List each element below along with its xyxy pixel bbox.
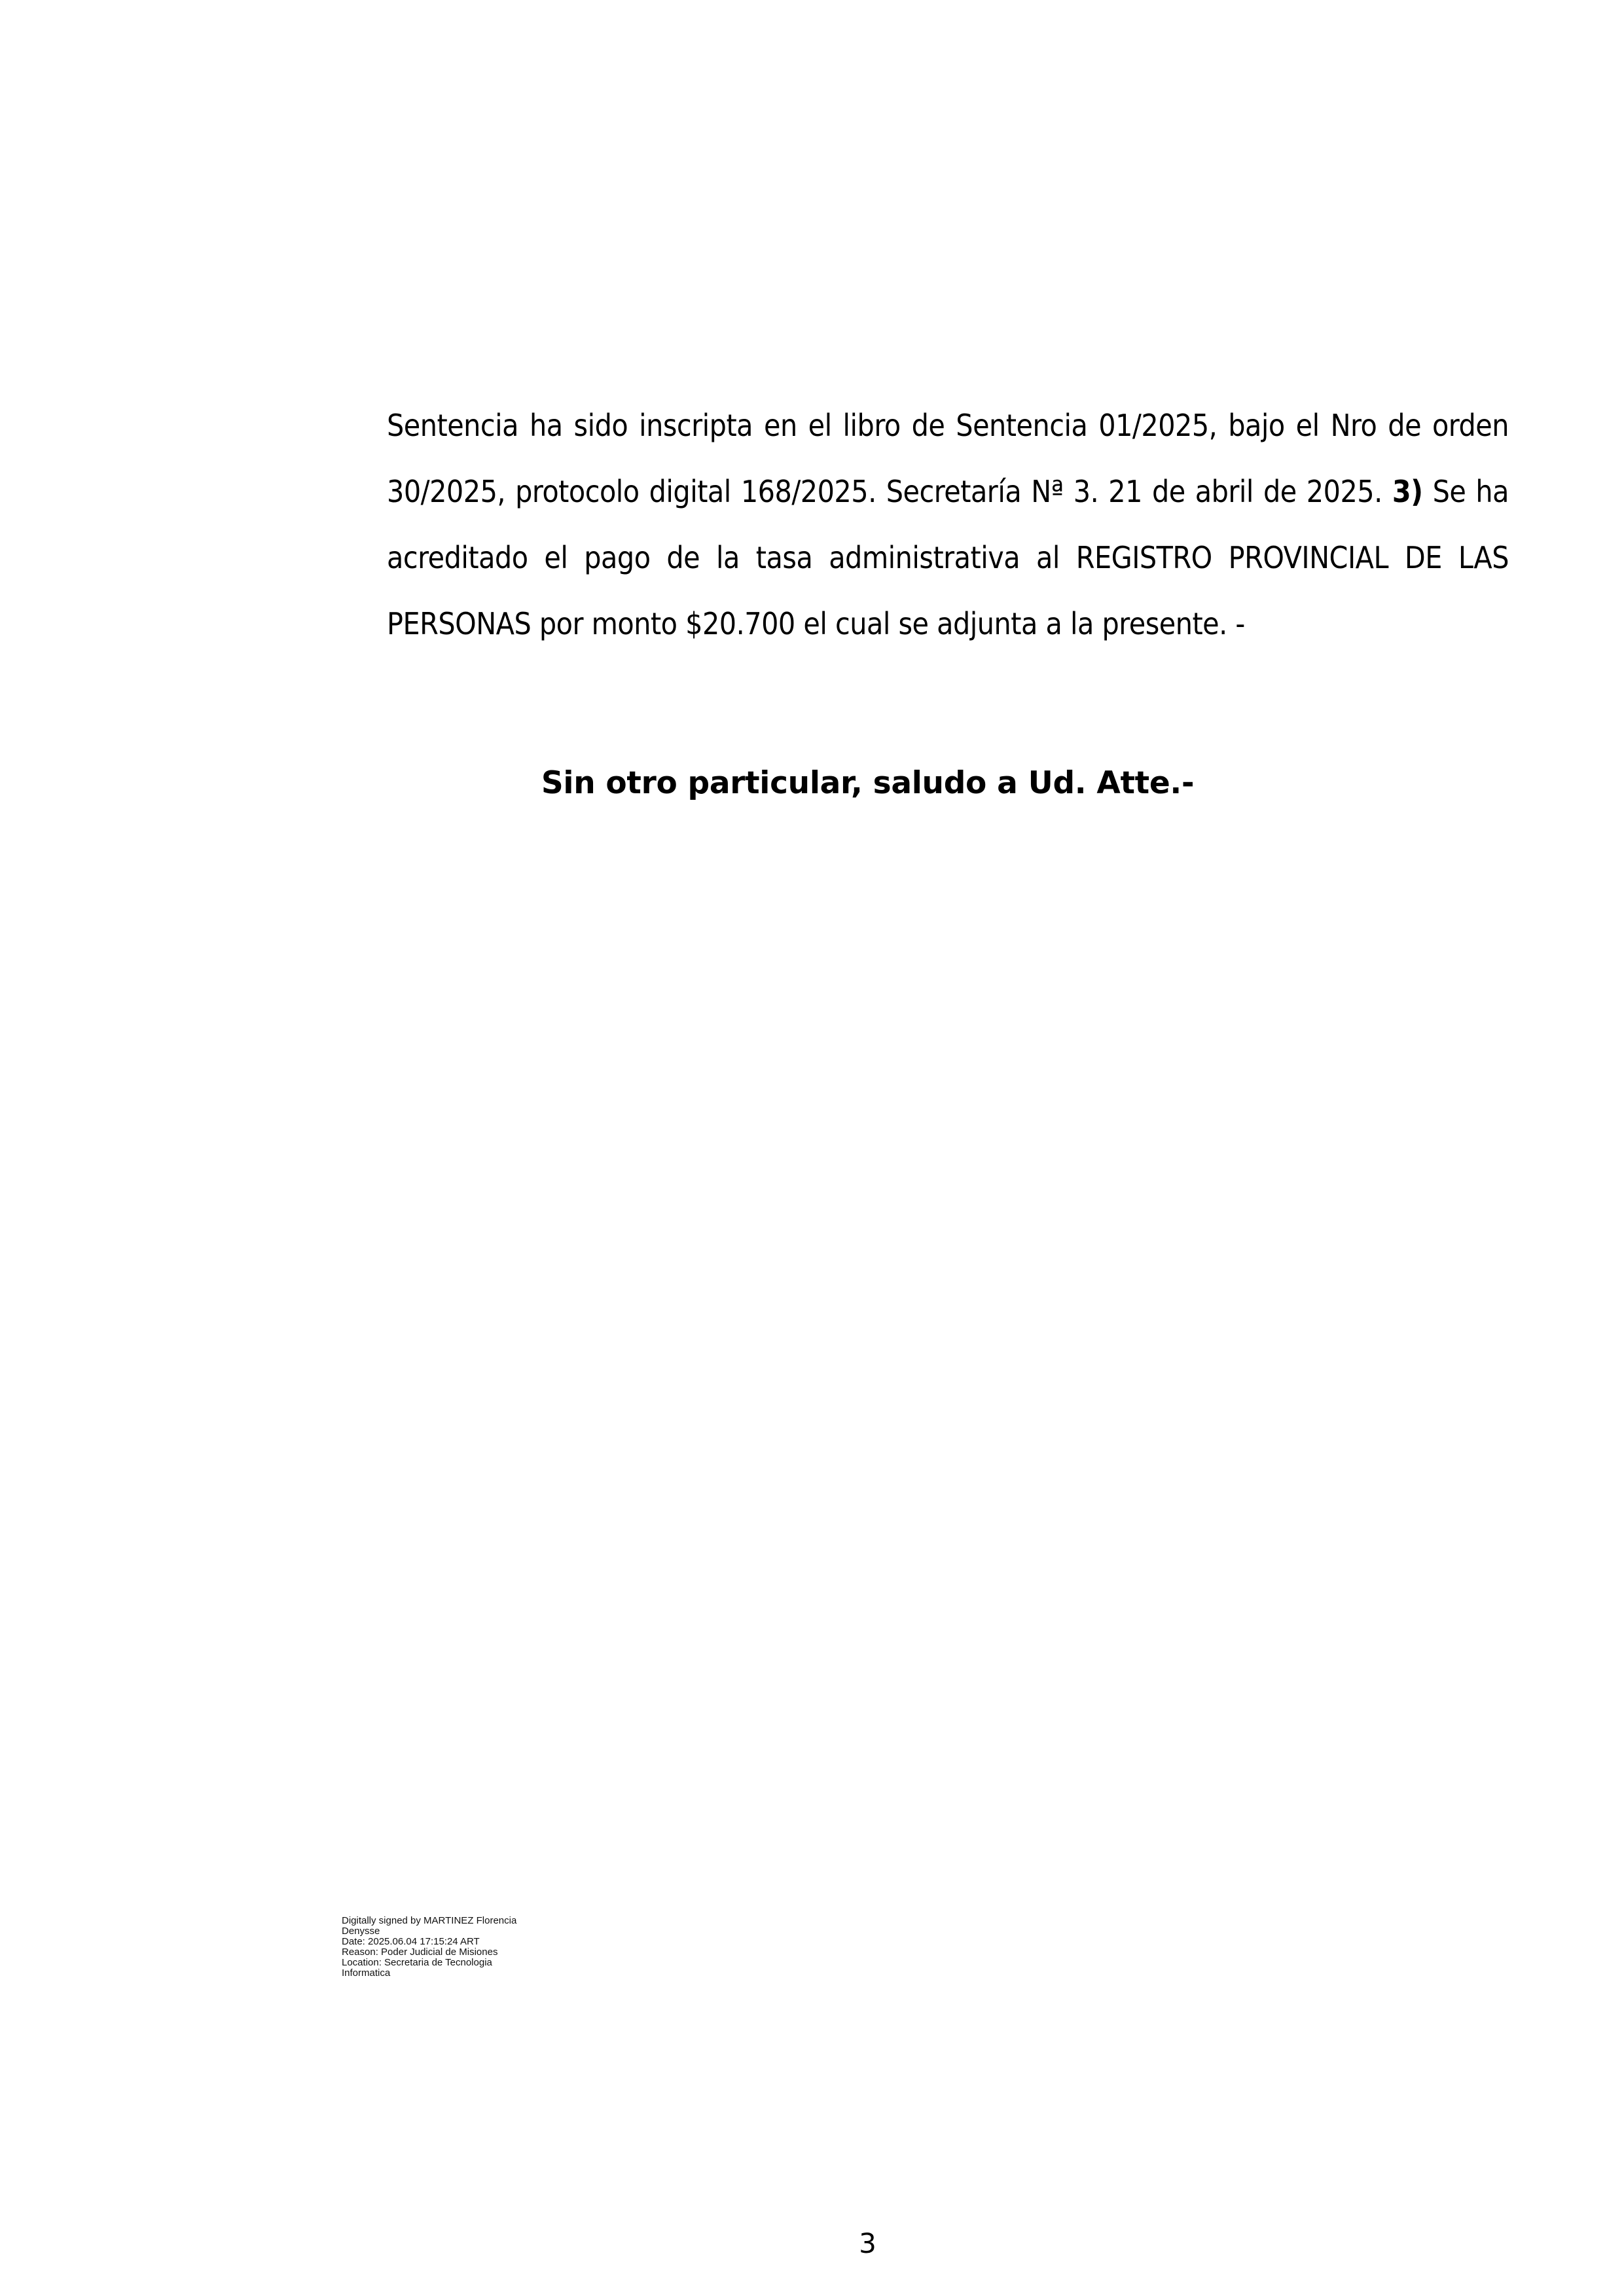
digital-signature-block (342, 1916, 551, 1979)
signature-line-signer-cont: Denysse (342, 1926, 380, 1937)
signature-line-location-cont: Informatica (342, 1967, 391, 1979)
signature-line-date: Date: 2025.06.04 17:15:24 ART (342, 1936, 480, 1947)
body-paragraph-text-2: Se ha acreditado el pago de la tasa administrativa al REGISTRO PROVINCIAL DE LAS PERSONAS por monto $20.700 el cual se adjunta a la presente. - (387, 474, 1509, 641)
signature-line-signer: Digitally signed by MARTINEZ Florencia (342, 1915, 517, 1926)
body-paragraph-text-1: Sentencia ha sido inscripta en el libro de Sentencia 01/2025, bajo el Nro de orden 30/2025, protocolo digital 168/2025. Secretaría Nª 3. 21 de abril de 2025. (387, 408, 1509, 509)
closing-line: Sin otro particular, saludo a Ud. Atte.- (541, 765, 1195, 801)
signature-line-reason: Reason: Poder Judicial de Misiones (342, 1946, 498, 1958)
signature-line-location: Location: Secretaria de Tecnologia (342, 1957, 492, 1968)
page-number: 3 (859, 2227, 876, 2259)
body-paragraph (387, 393, 1509, 657)
item-number: 3) (1392, 474, 1423, 509)
